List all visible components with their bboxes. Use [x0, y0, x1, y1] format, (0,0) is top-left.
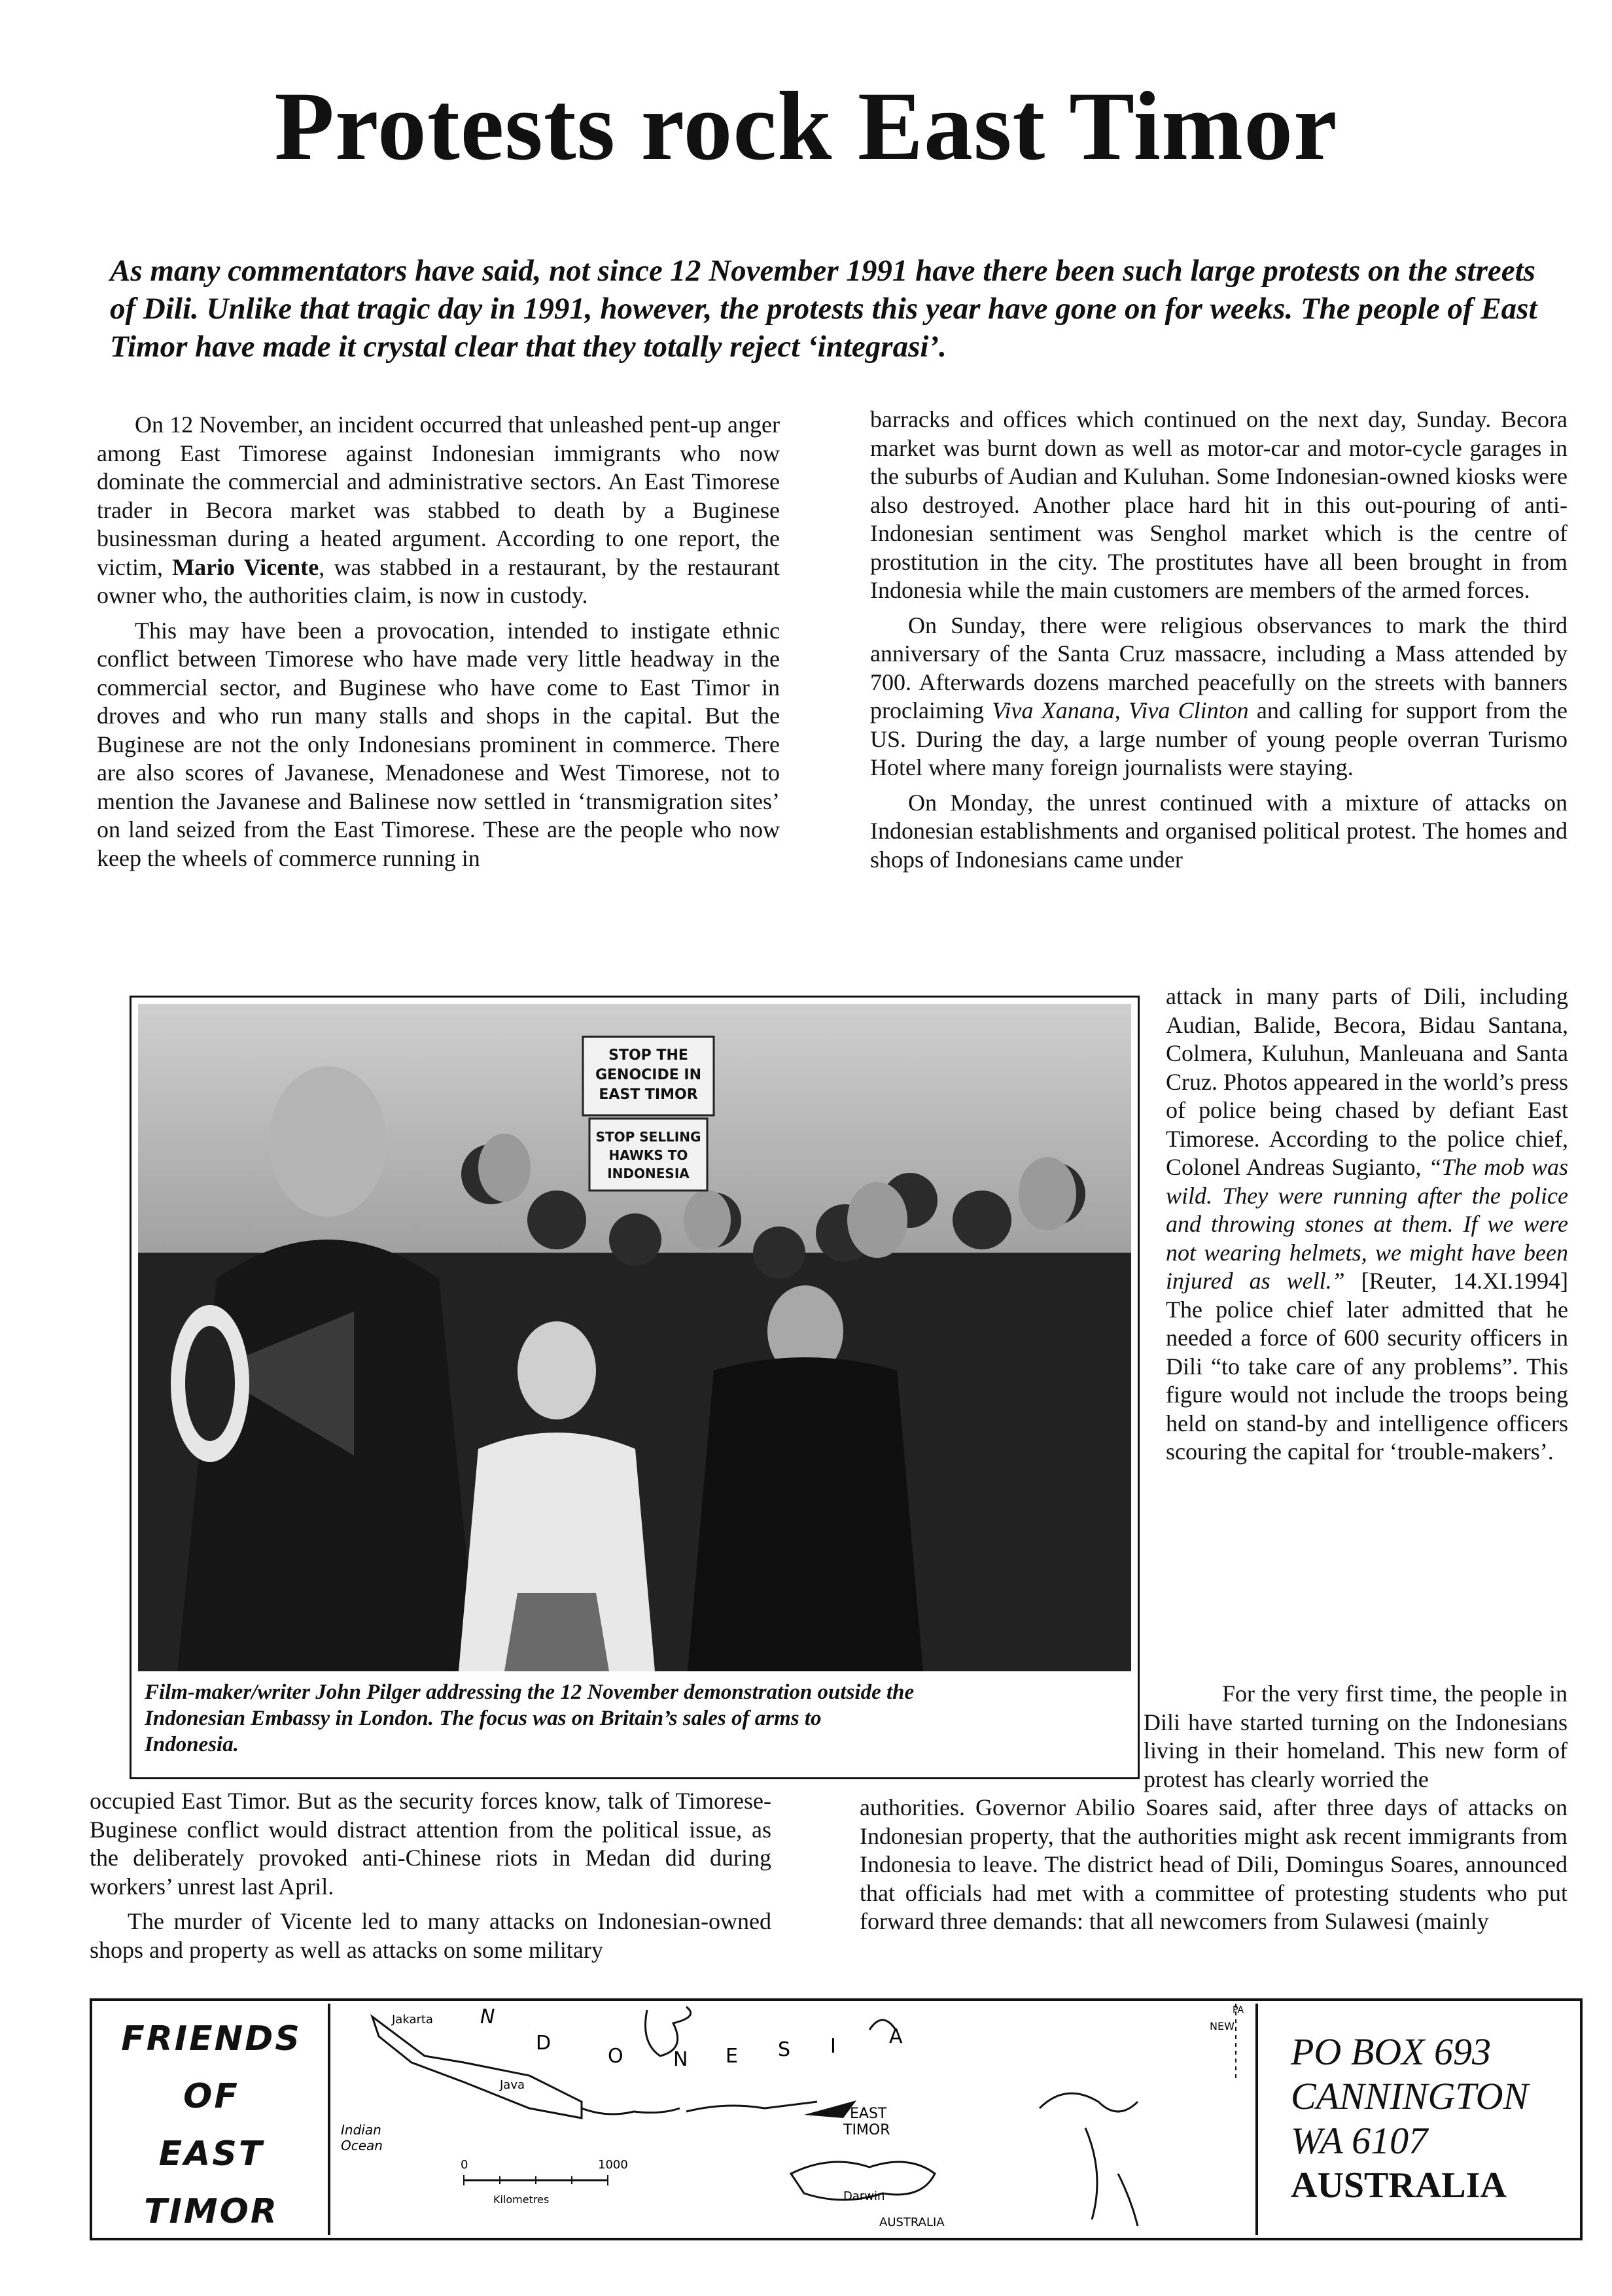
map-label-ocean: Ocean — [341, 2138, 383, 2153]
address-line-2: CANNINGTON — [1291, 2075, 1529, 2117]
left-paragraph-2: This may have been a provocation, intended to instigate ethnic conflict between Timorese who have made very little headway in the commercial sector, and Buginese who have come to East Timor in droves and who run many stalls and shops in the capital. But the Buginese are not the only Indonesians prominent in commerce. There are also scores of Javanese, Menadonese and West Timorese, not to mention the Javanese and Balinese now settled in ‘transmigration sites’ on land seized from the East Timorese. These are the people who now keep the wheels of commerce running in — [97, 617, 780, 871]
map-label-indonesia-1: N — [480, 2006, 495, 2028]
narrow-column: attack in many parts of Dili, including Audian, Balide, Becora, Bidau Santana, Colmera, Kuluhun, Manleuana and Santa Cruz. Photos appeared in the world’s press of police being chased by defiant East Timorese. According to the police chief, Colonel Andreas Sugianto, “The mob was wild. They were running after the police and throwing stones at them. If we were not wearing helmets, we might have been injured as well.” [Reuter, 14.XI.1994] The police chief later admitted that he needed a force of 600 security officers in Dili “to take care of any problems”. This figure would not include the troops being held on stand-by and intelligence officers scouring the capital for ‘trouble-makers’. — [1166, 983, 1569, 1465]
bottom-left-paragraph-1: occupied East Timor. But as the security forces know, talk of Timorese-Buginese conflict would distract attention from the political issue, as the deliberately provoked anti-Chinese riots in Medan did during workers’ unrest last April. — [90, 1788, 771, 1900]
map-label-jakarta: Jakarta — [392, 2013, 433, 2026]
map-label-indonesia-6: S — [778, 2038, 791, 2061]
protest-photo — [138, 1004, 1131, 1671]
map-label-timor: TIMOR — [843, 2122, 890, 2138]
bottom-right-column: authorities. Governor Abilio Soares said, after three days of attacks on Indonesian property, that the authorities might ask recent immigrants from Indonesia to leave. The district head of Dili, Domingus Soares, announced that officials had met with a committee of protesting students who put forward three demands: that all newcomers from Sulawesi (mainly — [860, 1794, 1568, 1934]
headline: Protests rock East Timor — [274, 72, 1338, 181]
map-label-indonesia-8: A — [889, 2025, 903, 2048]
organisation-name: FRIENDS OF EAST TIMOR — [95, 2004, 330, 2235]
right-paragraph-1: barracks and offices which continued on the next day, Sunday. Becora market was burnt down as well as motor-car and motor-cycle garages in the suburbs of Audian and Kuluhan. Some Indonesian-owned kiosks were also destroyed. Another place hard hit in this out-pouring of anti-Indonesian sentiment was Senghol market which is the centre of prostitution in the city. The prostitutes have all been brought in from Indonesia while the main customers are members of the armed forces. — [870, 406, 1568, 603]
victim-name: Mario Vicente — [172, 553, 319, 580]
map-label-australia: AUSTRALIA — [879, 2216, 945, 2229]
address-line-1: PO BOX 693 — [1291, 2030, 1492, 2073]
map-label-indonesia-2: D — [536, 2032, 552, 2055]
map-label-east: EAST — [850, 2106, 887, 2122]
scale-zero: 0 — [461, 2158, 468, 2172]
address-country: AUSTRALIA — [1291, 2165, 1507, 2206]
photo-box — [130, 996, 1140, 1779]
sign-1-line-2: GENOCIDE IN — [595, 1067, 702, 1083]
map-label-darwin: Darwin — [843, 2189, 885, 2203]
map-label-pa: PA — [1233, 2005, 1244, 2015]
left-paragraph-1: On 12 November, an incident occurred that unleashed pent-up anger among East Timorese against Indonesian immigrants who now dominate the commercial and administrative sectors. An East Timorese trader in Becora market was stabbed to death by a Buginese businessman during a heated argument. According to one report, the victim, Mario Vicente, was stabbed in a restaurant, by the restaurant owner who, the authorities claim, is now in custody. — [97, 411, 780, 608]
postal-address — [1255, 2004, 1577, 2235]
sign-2-line-3: INDONESIA — [607, 1166, 690, 1181]
scale-1000: 1000 — [598, 2158, 628, 2172]
right-paragraph-3: On Monday, the unrest continued with a mixture of attacks on Indonesian establishments and organised political protest. The homes and shops of Indonesians came under — [870, 789, 1568, 873]
scale-unit: Kilometres — [493, 2193, 550, 2206]
left-column — [97, 411, 780, 879]
narrow-column-2: For the very first time, the people in Dili have started turning on the Indonesians living in their homeland. This new form of protest has clearly worried the — [1144, 1680, 1568, 1792]
bottom-left-column — [90, 1787, 771, 1971]
map-label-indonesia-7: I — [830, 2035, 836, 2058]
footer-banner — [90, 1998, 1583, 2240]
sign-1-line-1: STOP THE — [608, 1047, 688, 1064]
sign-1-line-3: EAST TIMOR — [599, 1087, 698, 1103]
map-label-java: Java — [500, 2078, 525, 2092]
standfirst: As many commentators have said, not since 12 November 1991 have there been such large protests on the streets of Dili. Unlike that tragic day in 1991, however, the protests this year have gone on for weeks. The people of East Timor have made it crystal clear that they totally reject ‘integrasi’. — [110, 254, 1537, 364]
map-label-new: NEW — [1210, 2020, 1235, 2032]
photo-caption: Film-maker/writer John Pilger addressing the 12 November demonstration outside the Indonesian Embassy in London. The focus was on Britain’s sales of arms to Indonesia. — [145, 1680, 915, 1756]
bottom-left-paragraph-2: The murder of Vicente led to many attacks on Indonesian-owned shops and property as well as attacks on some military — [90, 1908, 771, 1963]
police-quote: “The mob was wild. They were running after the police and throwing stones at them. If we were not wearing helmets, we might have been injured as well.” — [1166, 1154, 1568, 1294]
right-column — [870, 406, 1568, 880]
right-paragraph-2: On Sunday, there were religious observances to mark the third anniversary of the Santa Cruz massacre, including a Mass attended by 700. Afterwards dozens marched peacefully on the streets with banners proclaiming Viva Xanana, Viva Clinton and calling for support from the US. During the day, a large number of young people overran Turismo Hotel where many foreign journalists were staying. — [870, 612, 1568, 780]
region-map — [333, 2004, 1252, 2235]
map-label-indonesia-3: O — [608, 2045, 623, 2068]
map-label-indian: Indian — [341, 2122, 381, 2138]
sign-2-line-1: STOP SELLING — [595, 1129, 701, 1145]
map-label-indonesia-4: N — [673, 2048, 688, 2071]
sign-2-line-2: HAWKS TO — [608, 1147, 688, 1163]
map-label-indonesia-5: E — [726, 2045, 738, 2068]
address-line-3: WA 6107 — [1291, 2119, 1428, 2162]
